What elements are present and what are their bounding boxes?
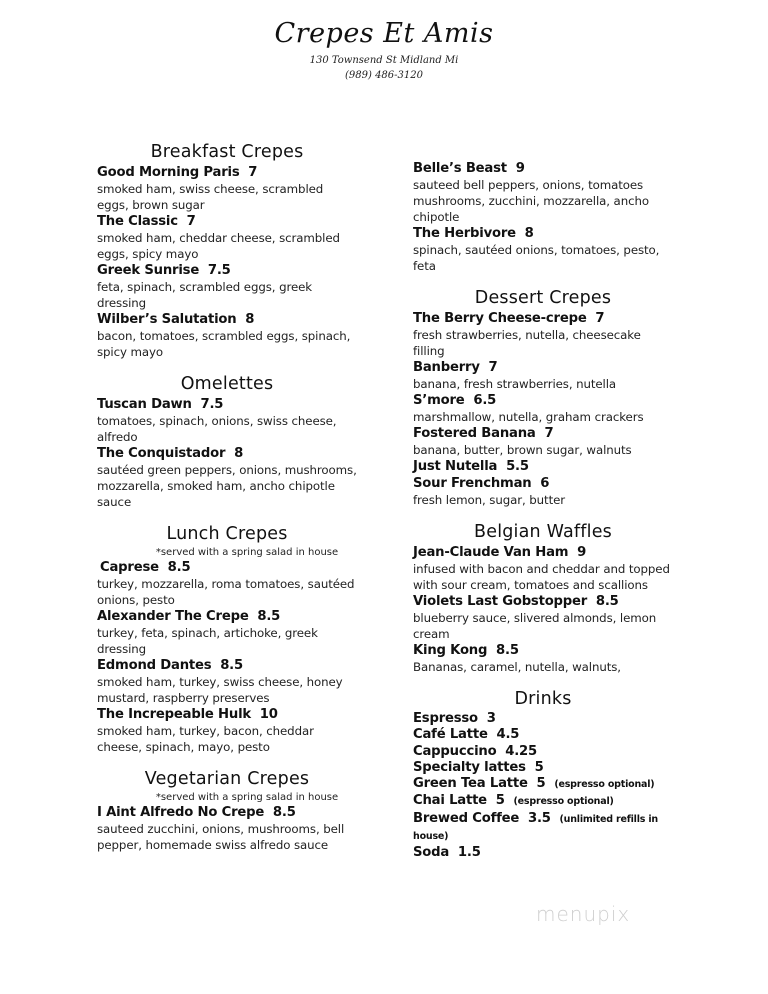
item-description: spinach, sautéed onions, tomatoes, pesto, feta xyxy=(413,243,660,273)
item-name: Caprese xyxy=(100,560,159,575)
menu-item xyxy=(97,706,357,755)
item-name: Espresso xyxy=(413,711,478,726)
item-description: turkey, feta, spinach, artichoke, greek dressing xyxy=(97,626,318,656)
section-note: *served with a spring salad in house xyxy=(155,792,339,803)
section-dessert-crepes xyxy=(413,286,673,508)
item-name: The Increpeable Hulk xyxy=(97,707,251,722)
item-price: 5 xyxy=(495,793,505,809)
item-name: The Berry Cheese-crepe xyxy=(413,311,587,326)
menu-item xyxy=(413,359,673,392)
item-description: infused with bacon and cheddar and topped with sour cream, tomatoes and scallions xyxy=(413,562,670,592)
item-name: Brewed Coffee xyxy=(413,810,520,826)
item-name: The Conquistador xyxy=(97,446,226,461)
item-name: Greek Sunrise xyxy=(97,263,200,278)
item-price: 4.5 xyxy=(496,727,520,743)
item-price: 8.5 xyxy=(167,560,191,575)
item-name: I Aint Alfredo No Crepe xyxy=(97,805,265,820)
menu-item xyxy=(97,804,357,853)
item-name: Sour Frenchman xyxy=(413,476,532,491)
item-description: turkey, mozzarella, roma tomatoes, sautéed onions, pesto xyxy=(97,577,355,607)
item-price: 7.5 xyxy=(207,263,231,278)
item-name: King Kong xyxy=(413,643,488,658)
item-description: smoked ham, swiss cheese, scrambled eggs, brown sugar xyxy=(97,182,324,212)
restaurant-name: Crepes Et Amis xyxy=(274,18,494,49)
item-price: 8 xyxy=(245,312,255,327)
drink-note: (espresso optional) xyxy=(513,796,614,808)
item-price: 7 xyxy=(544,426,554,441)
item-price: 8.5 xyxy=(595,594,619,609)
item-description: banana, butter, brown sugar, walnuts xyxy=(413,443,632,457)
menu-item xyxy=(97,213,357,262)
drink-item xyxy=(413,744,673,760)
restaurant-phone: (989) 486-3120 xyxy=(345,70,423,81)
item-description: bacon, tomatoes, scrambled eggs, spinach, spicy mayo xyxy=(97,329,351,359)
item-description: tomatoes, spinach, onions, swiss cheese, alfredo xyxy=(97,414,337,444)
item-name: Tuscan Dawn xyxy=(97,397,192,412)
item-price: 9 xyxy=(577,545,587,560)
item-price: 8.5 xyxy=(257,609,281,624)
item-description: sautéed green peppers, onions, mushrooms, mozzarella, smoked ham, ancho chipotle sauce xyxy=(97,463,357,509)
item-price: 7 xyxy=(595,311,605,326)
item-price: 10 xyxy=(259,707,278,722)
menu-item xyxy=(97,396,357,445)
item-price: 7 xyxy=(248,165,258,180)
item-name: Just Nutella xyxy=(413,459,498,474)
section-lunch-crepes xyxy=(97,522,357,755)
item-description: marshmallow, nutella, graham crackers xyxy=(413,410,644,424)
item-name: Soda xyxy=(413,845,450,861)
drink-note: (unlimited refills in house) xyxy=(413,813,658,843)
item-price: 3 xyxy=(486,711,496,726)
item-description: feta, spinach, scrambled eggs, greek dressing xyxy=(97,280,313,310)
menu-item xyxy=(413,544,673,593)
section-note: *served with a spring salad in house xyxy=(155,547,339,558)
section-title: Breakfast Crepes xyxy=(150,142,304,162)
item-price: 5 xyxy=(536,776,546,792)
drink-item xyxy=(413,776,673,793)
item-description: banana, fresh strawberries, nutella xyxy=(413,377,617,391)
item-name: The Classic xyxy=(97,214,178,229)
item-name: Edmond Dantes xyxy=(97,658,212,673)
item-price: 7 xyxy=(488,360,498,375)
restaurant-address: 130 Townsend St Midland Mi xyxy=(309,55,459,66)
item-description: smoked ham, cheddar cheese, scrambled eggs, spicy mayo xyxy=(97,231,340,261)
item-price: 6.5 xyxy=(473,393,497,408)
item-name: Jean-Claude Van Ham xyxy=(413,545,569,560)
drink-item xyxy=(413,727,673,743)
item-description: sauteed bell peppers, onions, tomatoes mushrooms, zucchini, mozzarella, ancho chipotle xyxy=(413,178,649,224)
item-name: The Herbivore xyxy=(413,226,516,241)
menu-item xyxy=(413,458,673,475)
section-title: Omelettes xyxy=(180,374,274,394)
menu-item xyxy=(97,262,357,311)
watermark-faded-text xyxy=(530,880,680,888)
menu-item xyxy=(97,164,357,213)
item-price: 8.5 xyxy=(220,658,243,673)
section-belgian-waffles xyxy=(413,520,673,675)
section-omelettes xyxy=(97,372,357,510)
section-title: Drinks xyxy=(514,689,572,709)
section-title: Lunch Crepes xyxy=(166,524,288,544)
section-breakfast-crepes xyxy=(97,140,357,360)
item-price: 3.5 xyxy=(527,810,551,826)
item-price: 6 xyxy=(540,476,550,491)
item-name: Café Latte xyxy=(413,727,488,743)
menu-item xyxy=(97,311,357,360)
drink-item xyxy=(413,811,673,846)
item-name: S’more xyxy=(413,393,465,408)
item-description: fresh lemon, sugar, butter xyxy=(413,493,566,507)
item-name: Good Morning Paris xyxy=(97,165,240,180)
item-description: Bananas, caramel, nutella, walnuts, xyxy=(413,660,621,674)
item-price: 8.5 xyxy=(496,643,519,658)
menu-item xyxy=(97,559,357,608)
menu-item xyxy=(97,657,357,706)
item-name: Violets Last Gobstopper xyxy=(413,594,588,609)
menu-item xyxy=(413,310,673,359)
menu-item xyxy=(413,425,673,458)
item-price: 7 xyxy=(186,214,196,229)
section-drinks xyxy=(413,687,673,862)
item-name: Specialty lattes xyxy=(413,759,526,775)
menu-item xyxy=(413,475,673,508)
menu-item xyxy=(413,225,673,274)
item-description: smoked ham, turkey, bacon, cheddar cheese, spinach, mayo, pesto xyxy=(97,724,314,754)
item-name: Belle’s Beast xyxy=(413,161,507,176)
item-price: 9 xyxy=(515,161,525,176)
drink-item xyxy=(413,793,673,810)
item-description: smoked ham, turkey, swiss cheese, honey mustard, raspberry preserves xyxy=(97,675,343,705)
item-price: 1.5 xyxy=(457,845,481,861)
menu-item xyxy=(97,608,357,657)
item-name: Green Tea Latte xyxy=(413,776,528,792)
menu-item xyxy=(413,392,673,425)
menu-item xyxy=(413,160,673,225)
item-price: 8 xyxy=(234,446,244,461)
section-title: Vegetarian Crepes xyxy=(144,769,310,789)
section-title: Dessert Crepes xyxy=(474,288,612,308)
item-price: 8 xyxy=(524,226,534,241)
item-price: 4.25 xyxy=(505,743,537,759)
item-price: 7.5 xyxy=(200,397,224,412)
item-name: Chai Latte xyxy=(413,793,487,809)
section-vegetarian-crepes xyxy=(97,767,357,853)
item-name: Wilber’s Salutation xyxy=(97,312,237,327)
left-column xyxy=(97,140,357,865)
item-price: 8.5 xyxy=(272,805,296,820)
item-name: Fostered Banana xyxy=(413,426,536,441)
item-description: sauteed zucchini, onions, mushrooms, bell pepper, homemade swiss alfredo sauce xyxy=(97,822,345,852)
drink-note: (espresso optional) xyxy=(554,779,655,791)
item-name: Banberry xyxy=(413,360,480,375)
menu-header xyxy=(0,18,768,83)
section-title: Belgian Waffles xyxy=(474,522,612,542)
item-price: 5.5 xyxy=(506,459,529,474)
drink-item xyxy=(413,760,673,776)
item-description: blueberry sauce, slivered almonds, lemon cream xyxy=(413,611,657,641)
menu-item xyxy=(413,642,673,675)
item-name: Alexander The Crepe xyxy=(97,609,249,624)
drink-item xyxy=(413,711,673,727)
section-vegetarian-crepes-continued xyxy=(413,160,673,274)
menu-item xyxy=(97,445,357,510)
menu-item xyxy=(413,593,673,642)
item-price: 5 xyxy=(534,759,544,775)
right-column xyxy=(413,160,673,874)
menupix-watermark: menupix xyxy=(536,902,631,926)
item-name: Cappuccino xyxy=(413,743,497,759)
item-description: fresh strawberries, nutella, cheesecake filling xyxy=(413,328,641,358)
drink-item xyxy=(413,845,673,861)
